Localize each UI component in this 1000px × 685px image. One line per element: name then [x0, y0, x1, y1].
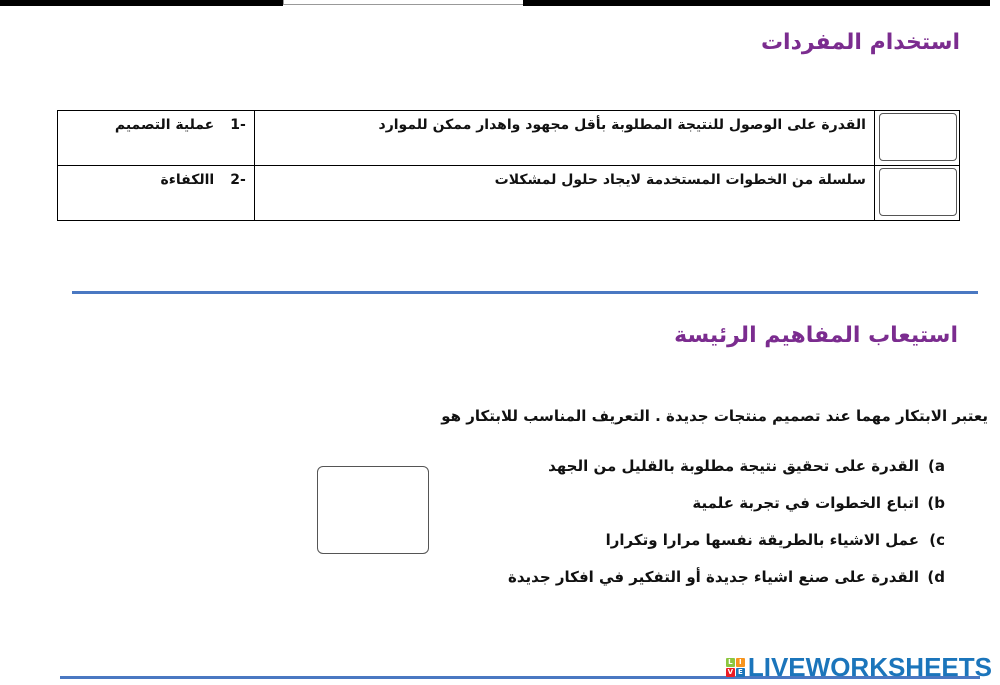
option-d — [508, 568, 945, 605]
options-list — [508, 457, 945, 605]
term-label: االكفاءة — [160, 172, 215, 188]
question-text: يعتبر الابتكار مهما عند تصميم منتجات جديدة . التعريف المناسب للابتكار هو — [441, 407, 988, 425]
option-text: عمل الاشياء بالطريقة نفسها مرارا وتكرارا — [605, 531, 919, 549]
option-a — [508, 457, 945, 494]
matching-table — [57, 110, 960, 221]
answer-box-1[interactable] — [879, 113, 957, 161]
option-c — [508, 531, 945, 568]
vocabulary-section-title: استخدام المفردات — [760, 30, 960, 55]
answer-cell — [874, 166, 959, 221]
section-divider — [72, 291, 978, 294]
term-number: -2 — [230, 172, 246, 188]
term-cell — [58, 111, 255, 166]
option-letter: a) — [928, 457, 945, 475]
top-border-tab — [283, 0, 525, 5]
option-b — [508, 494, 945, 531]
top-border-left — [0, 0, 283, 6]
table-row — [58, 111, 960, 166]
liveworksheets-logo[interactable] — [726, 652, 992, 683]
option-text: القدرة على صنع اشياء جديدة أو التفكير في افكار جديدة — [508, 568, 919, 586]
liveworksheets-icon: L I V E — [726, 658, 745, 677]
concepts-section-title: استيعاب المفاهيم الرئيسة — [674, 323, 958, 348]
term-label: عملية التصميم — [114, 117, 215, 133]
term-cell — [58, 166, 255, 221]
answer-box-2[interactable] — [879, 168, 957, 216]
option-letter: c) — [929, 531, 945, 549]
multiple-choice-answer-box[interactable] — [317, 466, 429, 554]
option-letter: b) — [927, 494, 945, 512]
option-text: القدرة على تحقيق نتيجة مطلوبة بالقليل من الجهد — [548, 457, 919, 475]
option-text: اتباع الخطوات في تجربة علمية — [692, 494, 919, 512]
answer-cell — [874, 111, 959, 166]
top-border-right — [523, 0, 990, 6]
table-row — [58, 166, 960, 221]
term-number: -1 — [230, 117, 246, 133]
definition-cell: القدرة على الوصول للنتيجة المطلوبة بأقل مجهود واهدار ممكن للموارد — [254, 111, 874, 166]
option-letter: d) — [927, 568, 945, 586]
definition-cell: سلسلة من الخطوات المستخدمة لايجاد حلول لمشكلات — [254, 166, 874, 221]
liveworksheets-wordmark: LIVEWORKSHEETS — [747, 652, 992, 682]
